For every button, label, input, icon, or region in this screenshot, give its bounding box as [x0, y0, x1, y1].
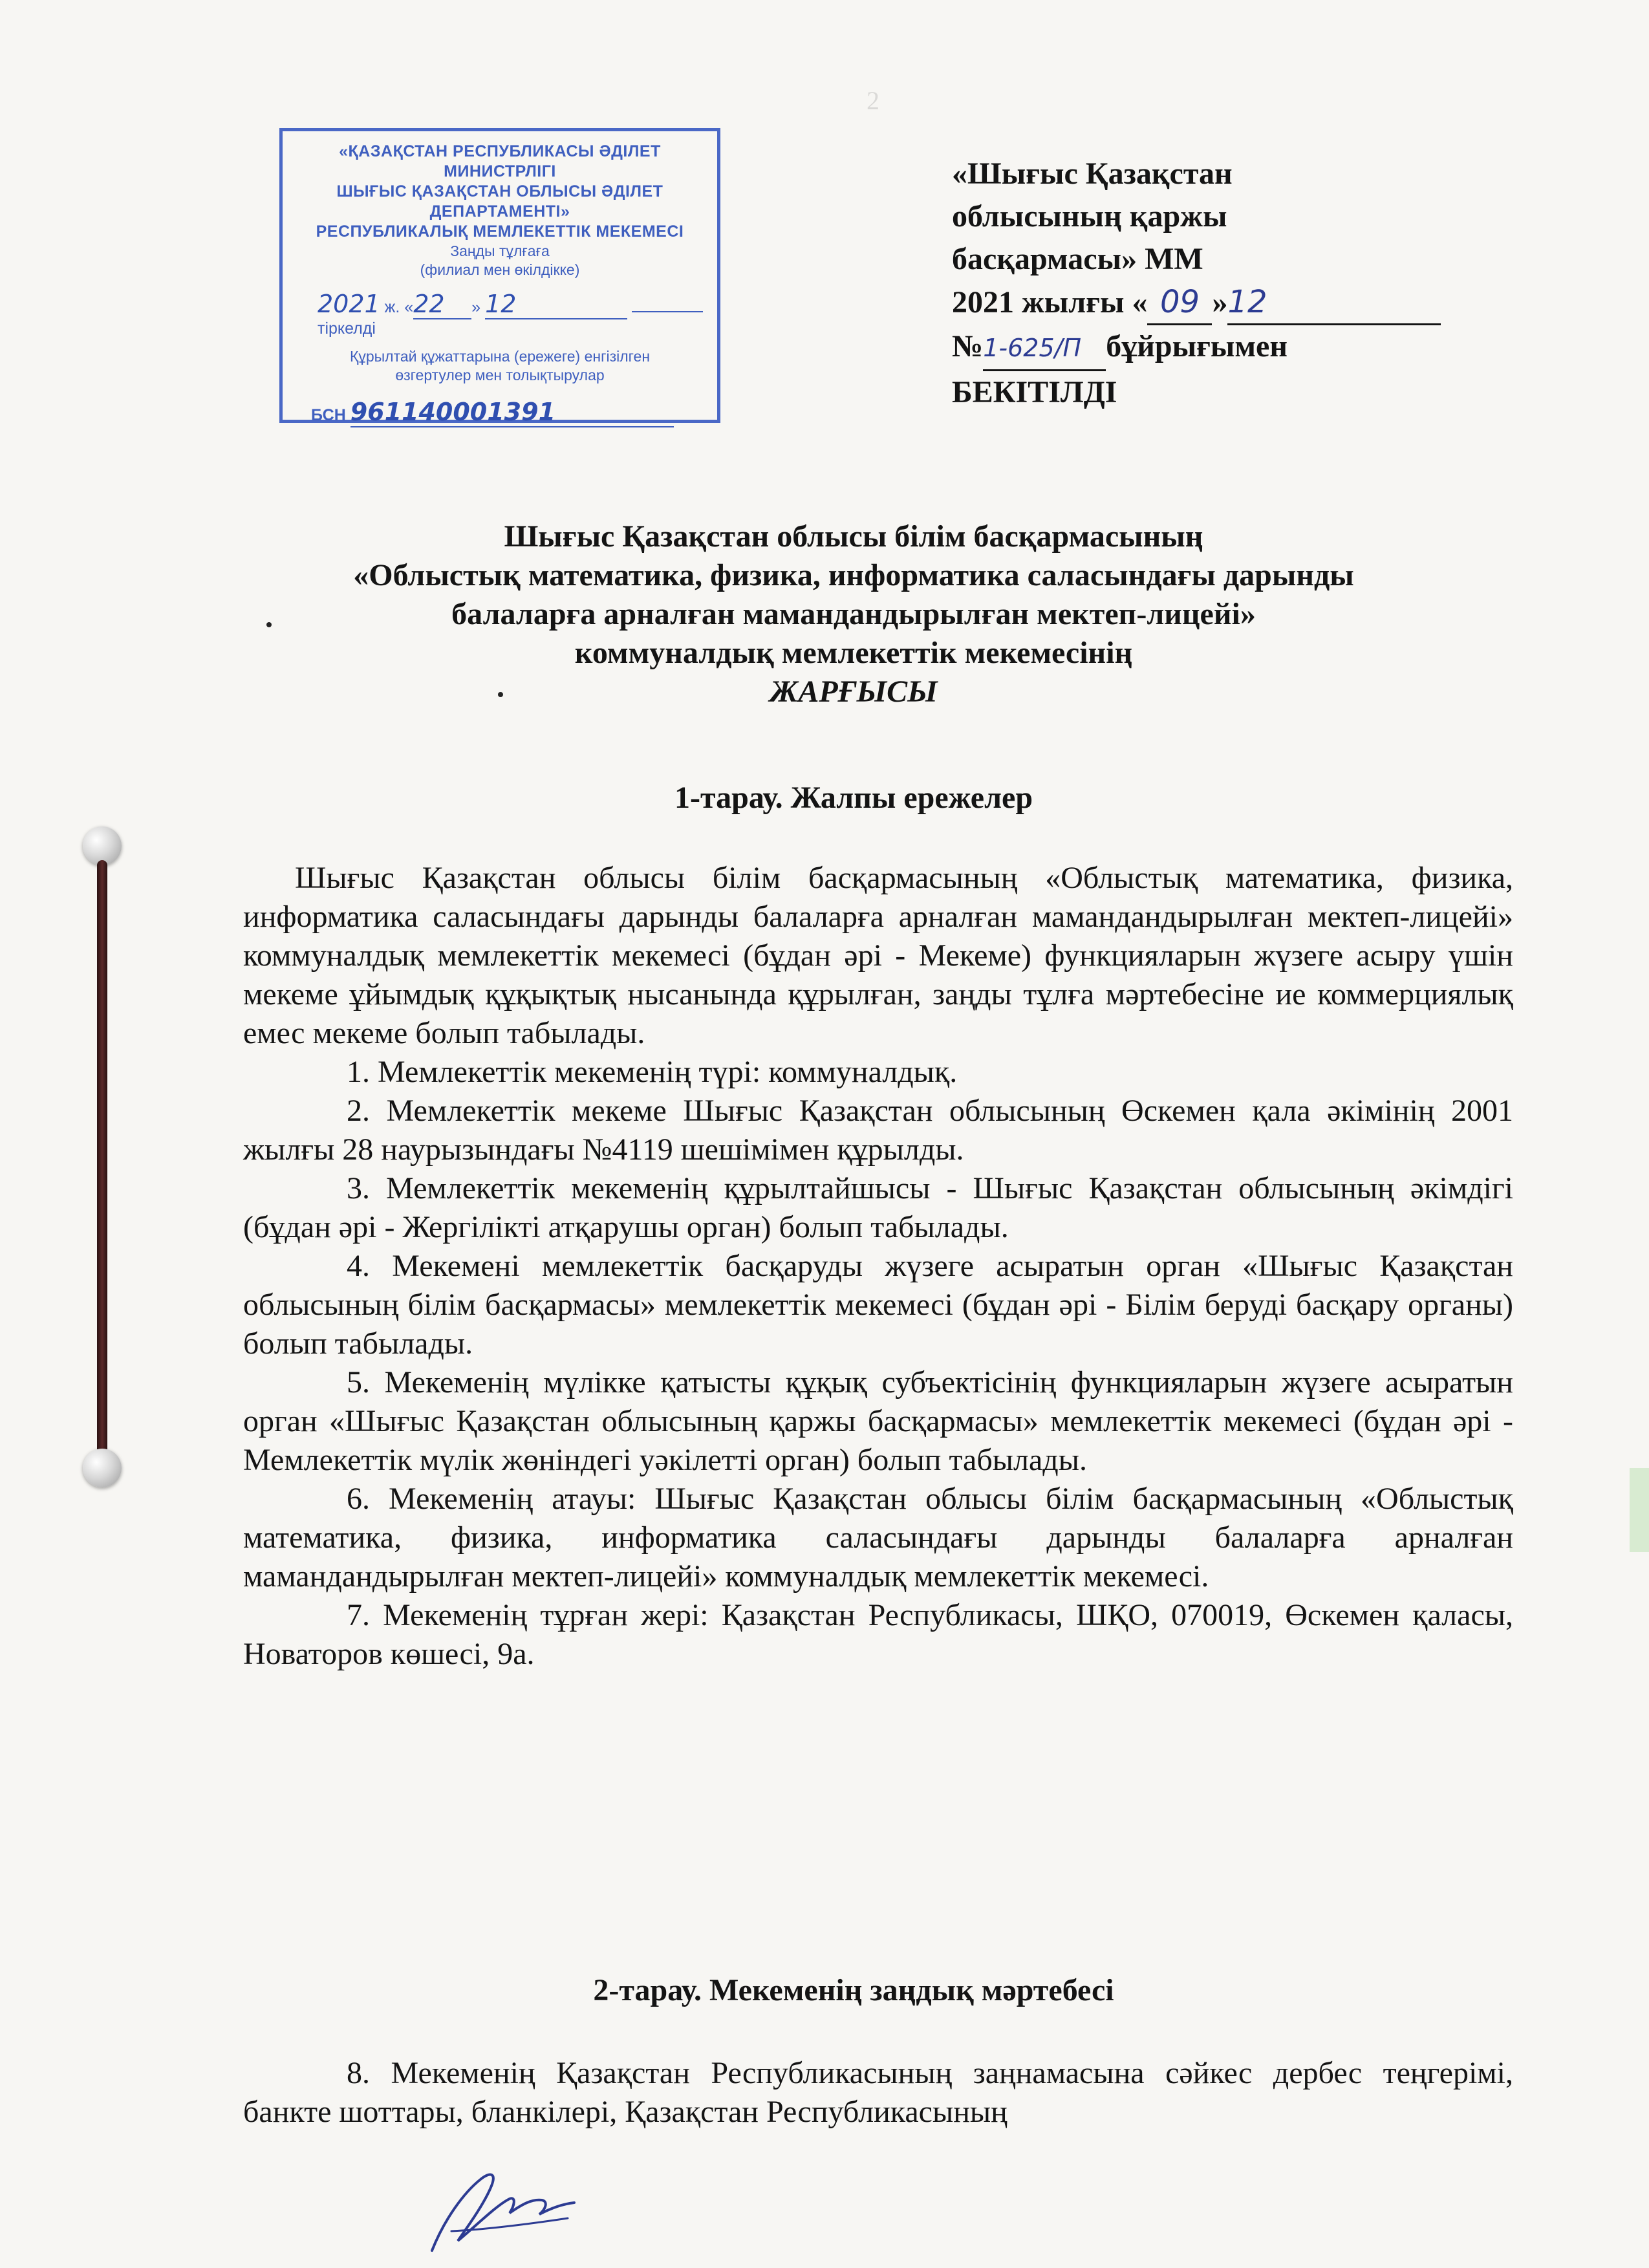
section-2-heading: 2-тарау. Мекеменің заңдық мәртебесі: [593, 1973, 1114, 2007]
stamp-bin-label: БСН: [311, 406, 346, 424]
approval-line-6: БЕКІТІЛДІ: [952, 375, 1117, 409]
approval-line-4: [952, 281, 1534, 325]
stamp-line-1: «ҚАЗАҚСТАН РЕСПУБЛИКАСЫ ӘДІЛЕТ МИНИСТРЛІГІ: [339, 142, 661, 180]
approval-number-suffix: бұйрығымен: [1106, 329, 1288, 363]
binding-hole-top: [83, 826, 122, 865]
stamp-line-4: Заңды тұлғаға: [450, 243, 550, 259]
stamp-bin-value: 961140001391: [350, 398, 674, 427]
section-1-intro: Шығыс Қазақстан облысы білім басқармасының «Облыстық математика, физика, информатика саласындағы дарынды балаларға арналған мамандандырылған мектеп-лицейі» коммуналдық мемлекеттік мекемесі (бұдан әрі - Мекеме) функцияларын жүзеге асыру үшін мекеме ұйымдық құқықтық нысанында құрылған, заңды тұлға мәртебесіне ие коммерциялық емес мекеме болып табылады.: [243, 861, 1513, 1050]
stamp-line-5: (филиал мен өкілдікке): [420, 261, 580, 278]
section-1-item-4: 4. Мекемені мемлекеттік басқаруды жүзеге асыратын орган «Шығыс Қазақстан облысының білім басқармасы» мемлекеттік мекемесі (бұдан әрі - Білім беруді басқару органы) болып табылады.: [243, 1249, 1513, 1361]
stamp-date-month: 12: [485, 290, 627, 319]
approval-order-number: 1-625/П: [983, 327, 1106, 371]
section-1-item-1: 1. Мемлекеттік мекеменің түрі: коммуналдық.: [347, 1055, 958, 1089]
stamp-line-3: РЕСПУБЛИКАЛЫҚ МЕМЛЕКЕТТІК МЕКЕМЕСІ: [316, 222, 684, 241]
stamp-date-day: 22: [413, 290, 471, 319]
approval-line-1: «Шығыс Қазақстан: [952, 157, 1233, 191]
title-line-1: Шығыс Қазақстан облысы білім басқармасының: [504, 519, 1203, 554]
section-1-body: [243, 859, 1513, 1674]
approval-number-prefix: №: [952, 329, 984, 363]
section-2-item-8: 8. Мекеменің Қазақстан Республикасының заңнамасына сәйкес дербес теңгерімі, банкте шоттары, бланкілері, Қазақстан Республикасының: [243, 2056, 1513, 2129]
stamp-bin-row: [292, 398, 708, 427]
stamp-note-2: өзгертулер мен толықтырулар: [395, 367, 605, 383]
section-1-item-2: 2. Мемлекеттік мекеме Шығыс Қазақстан облысының Өскемен қала әкімінің 2001 жылғы 28 наурызындағы №4119 шешімімен құрылды.: [243, 1094, 1513, 1167]
stamp-date-year: 2021: [318, 290, 380, 318]
stamp-year-suffix: ж.: [384, 298, 400, 316]
stamp-line-2: ШЫҒЫС ҚАЗАҚСТАН ОБЛЫСЫ ӘДІЛЕТ ДЕПАРТАМЕНТІ»: [336, 182, 663, 221]
registration-stamp: [279, 128, 720, 426]
approval-date-month: 12: [1227, 281, 1441, 325]
section-1-item-7: 7. Мекеменің тұрған жері: Қазақстан Республикасы, ШҚО, 070019, Өскемен қаласы, Новаторов көшесі, 9а.: [243, 1598, 1513, 1671]
stamp-note-1: Құрылтай құжаттарына (ережеге) енгізілген: [349, 348, 651, 365]
ink-dot: [498, 692, 503, 697]
section-2-body: [243, 2054, 1513, 2132]
page-edge-mark: [1630, 1468, 1649, 1552]
binding-hole-bottom: [83, 1449, 122, 1487]
section-1-item-3: 3. Мемлекеттік мекеменің құрылтайшысы - Шығыс Қазақстан облысының әкімдігі (бұдан әрі - Жергілікті атқарушы орган) болып табылады.: [243, 1171, 1513, 1244]
approval-date-mid: »: [1212, 285, 1228, 319]
approval-line-2: облысының қаржы: [952, 199, 1227, 233]
bleed-through-page-number: 2: [867, 86, 879, 115]
section-1-heading: 1-тарау. Жалпы ережелер: [674, 781, 1033, 815]
section-1-item-5: 5. Мекеменің мүлікке қатысты құқық субъектісінің функцияларын жүзеге асыратын орган «Шығыс Қазақстан облысының қаржы басқармасы» мемлекеттік мекемесі (бұдан әрі - Мемлекеттік мүлік жөніндегі уәкілетті орган) болып табылады.: [243, 1365, 1513, 1477]
approval-date-prefix: 2021 жылғы «: [952, 285, 1148, 319]
signature-icon: [419, 2154, 587, 2263]
stamp-date-underline: [632, 311, 703, 312]
title-line-2: «Облыстық математика, физика, информатика саласындағы дарынды: [353, 558, 1354, 592]
title-line-5: ЖАРҒЫСЫ: [770, 675, 938, 709]
approval-line-3: басқармасы» ММ: [952, 242, 1203, 276]
approval-line-5: [952, 325, 1534, 371]
title-line-4: коммуналдық мемлекеттік мекемесінің: [574, 636, 1133, 670]
approval-block: [952, 153, 1534, 414]
title-line-3: балаларға арналған мамандандырылған мектеп-лицейі»: [451, 597, 1256, 631]
section-1-item-6: 6. Мекеменің атауы: Шығыс Қазақстан облысы білім басқармасының «Облыстық математика, физика, информатика саласындағы дарынды балаларға арналған мамандандырылған мектеп-лицейі» коммуналдық мемлекеттік мекемесі.: [243, 1482, 1513, 1593]
stamp-date-row: 2021 ж. «22 » 12 тіркелді: [292, 290, 708, 338]
binding-thread: [97, 860, 107, 1468]
stamp-date-suffix: тіркелді: [318, 319, 376, 338]
document-title: [194, 517, 1513, 711]
approval-date-day: 09: [1147, 281, 1212, 325]
ink-dot: [266, 622, 272, 627]
